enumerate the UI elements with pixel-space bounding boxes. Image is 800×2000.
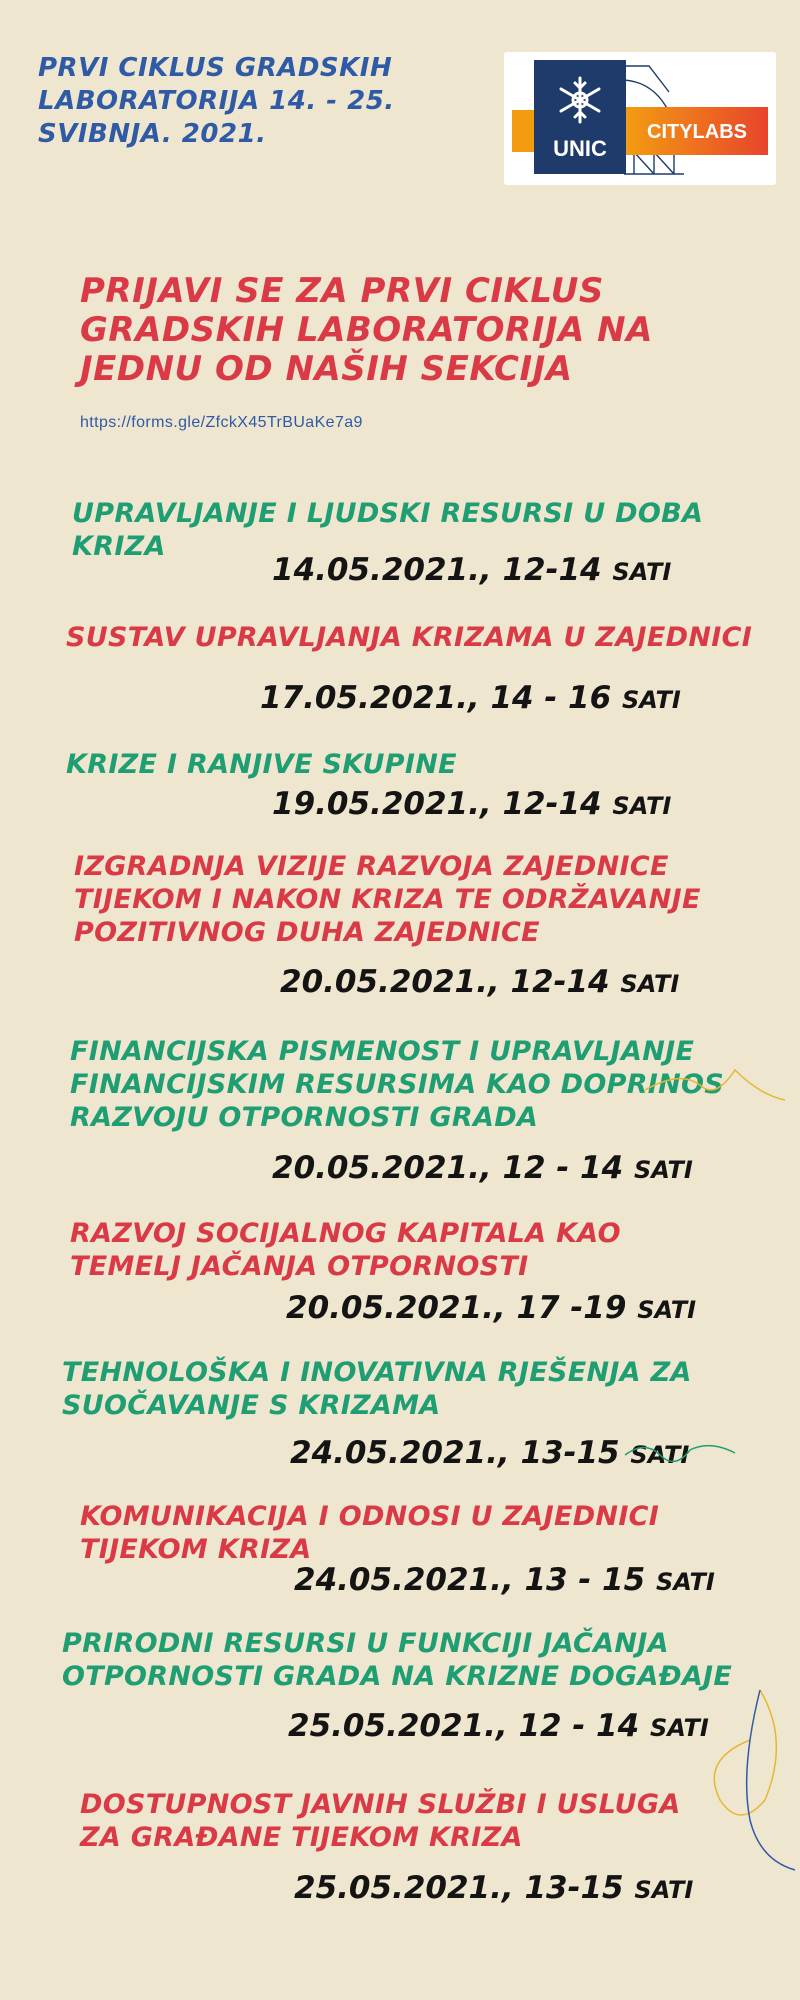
unic-citylabs-logo bbox=[504, 52, 776, 185]
session-date: 25.05.2021., 12 - 14 SATI bbox=[288, 1708, 709, 1744]
session-title: IZGRADNJA VIZIJE RAZVOJA ZAJEDNICE TIJEKOM I NAKON KRIZA TE ODRŽAVANJE POZITIVNOG DUHA ZAJEDNICE bbox=[74, 851, 701, 948]
signup-form-link[interactable]: https://forms.gle/ZfckX45TrBUaKe7a9 bbox=[80, 414, 363, 431]
session-title: FINANCIJSKA PISMENOST I UPRAVLJANJE FINANCIJSKIM RESURSIMA KAO DOPRINOS RAZVOJU OTPORNOSTI GRADA bbox=[70, 1036, 725, 1133]
session-date: 19.05.2021., 12-14 SATI bbox=[272, 786, 672, 822]
session-title: SUSTAV UPRAVLJANJA KRIZAMA U ZAJEDNICI bbox=[66, 622, 753, 653]
session-date: 14.05.2021., 12-14 SATI bbox=[272, 552, 672, 588]
logo-unic-text: UNIC bbox=[553, 136, 607, 161]
session-date: 25.05.2021., 13-15 SATI bbox=[294, 1870, 694, 1906]
session-date: 24.05.2021., 13-15 SATI bbox=[290, 1435, 690, 1471]
session-date: 20.05.2021., 12-14 SATI bbox=[280, 964, 680, 1000]
session-title: DOSTUPNOST JAVNIH SLUŽBI I USLUGA ZA GRAĐANE TIJEKOM KRIZA bbox=[80, 1789, 681, 1853]
session-title: TEHNOLOŠKA I INOVATIVNA RJEŠENJA ZA SUOČAVANJE S KRIZAMA bbox=[62, 1357, 692, 1421]
session-date: 17.05.2021., 14 - 16 SATI bbox=[260, 680, 681, 716]
event-header-title: PRVI CIKLUS GRADSKIH LABORATORIJA 14. - 25. SVIBNJA. 2021. bbox=[38, 53, 395, 149]
session-title: RAZVOJ SOCIJALNOG KAPITALA KAO TEMELJ JAČANJA OTPORNOSTI bbox=[70, 1218, 621, 1282]
session-date: 20.05.2021., 12 - 14 SATI bbox=[272, 1150, 693, 1186]
session-title: KOMUNIKACIJA I ODNOSI U ZAJEDNICI TIJEKOM KRIZA bbox=[80, 1501, 660, 1565]
session-date: 24.05.2021., 13 - 15 SATI bbox=[294, 1562, 715, 1598]
session-title: PRIRODNI RESURSI U FUNKCIJI JAČANJA OTPORNOSTI GRADA NA KRIZNE DOGAĐAJE bbox=[62, 1628, 733, 1692]
session-date: 20.05.2021., 17 -19 SATI bbox=[286, 1290, 697, 1326]
signup-headline: PRIJAVI SE ZA PRVI CIKLUS GRADSKIH LABORATORIJA NA JEDNU OD NAŠIH SEKCIJA bbox=[80, 271, 653, 389]
session-title: KRIZE I RANJIVE SKUPINE bbox=[66, 749, 457, 780]
logo-citylabs-text: CITYLABS bbox=[647, 121, 747, 143]
session-title: UPRAVLJANJE I LJUDSKI RESURSI U DOBA KRIZA bbox=[72, 498, 704, 562]
